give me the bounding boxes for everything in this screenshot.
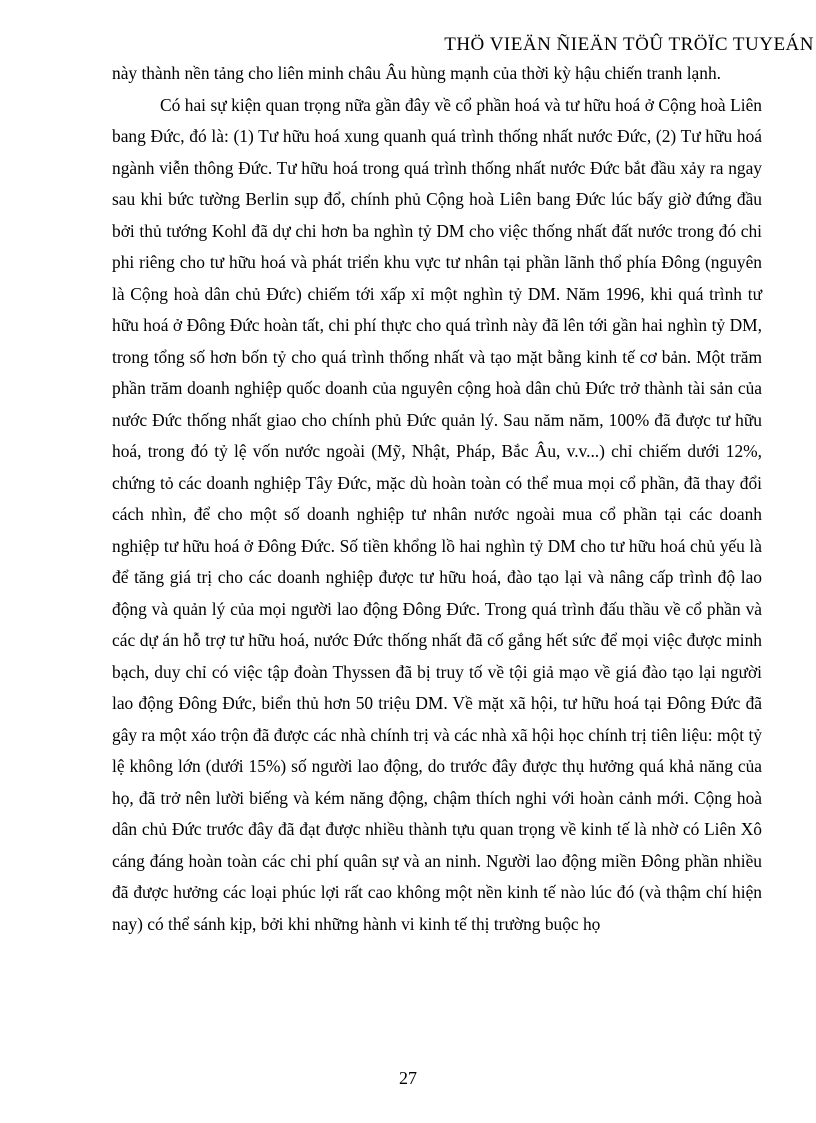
document-body (112, 58, 762, 940)
running-header: THÖ VIEÄN ÑIEÄN TÖÛ TRÖÏC TUYEÁN (444, 34, 814, 55)
page-number: 27 (399, 1068, 417, 1088)
paragraph-continuation: này thành nền tảng cho liên minh châu Âu hùng mạnh của thời kỳ hậu chiến tranh lạnh. (112, 63, 722, 83)
paragraph-privatization-germany: Có hai sự kiện quan trọng nữa gần đây về cổ phần hoá và tư hữu hoá ở Cộng hoà Liên bang Đức, đó là: (1) Tư hữu hoá xung quanh quá trình thống nhất nước Đức, (2) Tư hữu hoá ngành viễn thông Đức. Tư hữu hoá trong quá trình thống nhất nước Đức bắt đầu xảy ra ngay sau khi bức tường Berlin sụp đổ, chính phủ Cộng hoà Liên bang Đức lúc bấy giờ đứng đầu bởi thủ tướng Kohl đã dự chi hơn ba nghìn tỷ DM cho việc thống nhất đất nước trong đó chi phi riêng cho tư hữu hoá và phát triển khu vực tư nhân tại phần lãnh thổ phía Đông (nguyên là Cộng hoà dân chủ Đức) chiếm tới xấp xỉ một nghìn tỷ DM. Năm 1996, khi quá trình tư hữu hoá ở Đông Đức hoàn tất, chi phí thực cho quá trình này đã lên tới gần hai nghìn tỷ DM, trong tổng số hơn bốn tỷ cho quá trình thống nhất và tạo mặt bằng kinh tế cơ bản. Một trăm phần trăm doanh nghiệp quốc doanh của nguyên cộng hoà dân chủ Đức trở thành tài sản của nước Đức thống nhất giao cho chính phủ Đức quản lý. Sau năm năm, 100% đã được tư hữu hoá, trong đó tỷ lệ vốn nước ngoài (Mỹ, Nhật, Pháp, Bắc Âu, v.v...) chỉ chiếm dưới 12%, chứng tỏ các doanh nghiệp Tây Đức, mặc dù hoàn toàn có thể mua mọi cổ phần, đã thay đổi cách nhìn, để cho một số doanh nghiệp tư nhân nước ngoài mua cổ phần tại các doanh nghiệp tư hữu hoá ở Đông Đức. Số tiền khổng lồ hai nghìn tỷ DM cho tư hữu hoá chủ yếu là để tăng giá trị cho các doanh nghiệp được tư hữu hoá, đào tạo lại và nâng cấp trình độ lao động và quản lý của mọi người lao động Đông Đức. Trong quá trình đấu thầu về cổ phần và các dự án hỗ trợ tư hữu hoá, nước Đức thống nhất đã cố gắng hết sức để mọi việc được minh bạch, duy chỉ có việc tập đoàn Thyssen đã bị truy tố về tội giả mạo về giá đào tạo lại người lao động Đông Đức, biển thủ hơn 50 triệu DM. Về mặt xã hội, tư hữu hoá tại Đông Đức đã gây ra một xáo trộn đã được các nhà chính trị và các nhà xã hội học chính trị tiên liệu: một tỷ lệ không lớn (dưới 15%) số người lao động, do trước đây được thụ hưởng quá khả năng của họ, đã trở nên lười biếng và kém năng động, chậm thích nghi với hoàn cảnh mới. Cộng hoà dân chủ Đức trước đây đã đạt được nhiều thành tựu quan trọng về kinh tế là nhờ có Liên Xô cáng đáng hoàn toàn các chi phí quân sự và an ninh. Người lao động miền Đông phần nhiều đã được hưởng các loại phúc lợi rất cao không một nền kinh tế nào lúc đó (và thậm chí hiện nay) có thể sánh kịp, bởi khi những hành vi kinh tế thị trường buộc họ (112, 94, 762, 934)
